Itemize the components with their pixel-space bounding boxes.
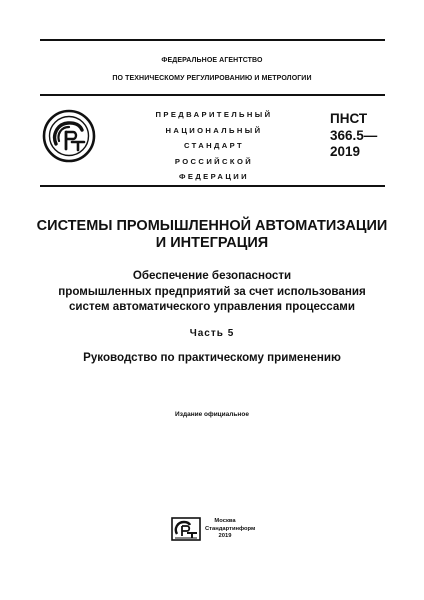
document-title-line: И ИНТЕГРАЦИЯ xyxy=(155,235,269,251)
publisher-city: Москва xyxy=(214,518,236,524)
standard-type-line: НАЦИОНАЛЬНЫЙ xyxy=(165,125,263,135)
standard-type-line: РОССИЙСКОЙ xyxy=(174,156,254,166)
publisher-name: Стандартинформ xyxy=(205,525,256,532)
publisher-year: 2019 xyxy=(218,533,232,539)
edition-label: Издание официальное xyxy=(175,411,249,418)
standard-code-line: 366.5— xyxy=(330,127,378,143)
document-subtitle xyxy=(0,268,424,315)
standard-code-line: 2019 xyxy=(330,144,361,159)
part-number: Часть 5 xyxy=(189,328,235,339)
top-rule xyxy=(40,39,385,41)
standard-type xyxy=(150,107,278,185)
standard-type-line: ФЕДЕРАЦИИ xyxy=(179,172,249,182)
title-block-rule xyxy=(40,185,385,187)
standard-code xyxy=(330,111,377,161)
document-title xyxy=(0,218,424,252)
document-subtitle-line: систем автоматического управления процессами xyxy=(68,300,356,313)
header-rule xyxy=(40,94,385,96)
standartinform-logo-icon xyxy=(171,517,201,541)
standard-type-line: СТАНДАРТ xyxy=(183,141,245,151)
document-subtitle-line: промышленных предприятий за счет использования xyxy=(58,284,366,298)
document-title-line: СИСТЕМЫ ПРОМЫШЛЕННОЙ АВТОМАТИЗАЦИИ xyxy=(36,218,388,234)
standard-type-line: ПРЕДВАРИТЕЛЬНЫЙ xyxy=(155,110,273,119)
publisher-info xyxy=(205,518,256,541)
part-title: Руководство по практическому применению xyxy=(83,351,341,364)
agency-name-line1: ФЕДЕРАЛЬНОЕ АГЕНТСТВО xyxy=(161,57,263,64)
gost-logo-icon xyxy=(42,109,96,163)
document-subtitle-line: Обеспечение безопасности xyxy=(132,269,292,282)
agency-name-line2: ПО ТЕХНИЧЕСКОМУ РЕГУЛИРОВАНИЮ И МЕТРОЛОГИИ xyxy=(112,75,312,82)
standard-code-line: ПНСТ xyxy=(330,111,368,126)
